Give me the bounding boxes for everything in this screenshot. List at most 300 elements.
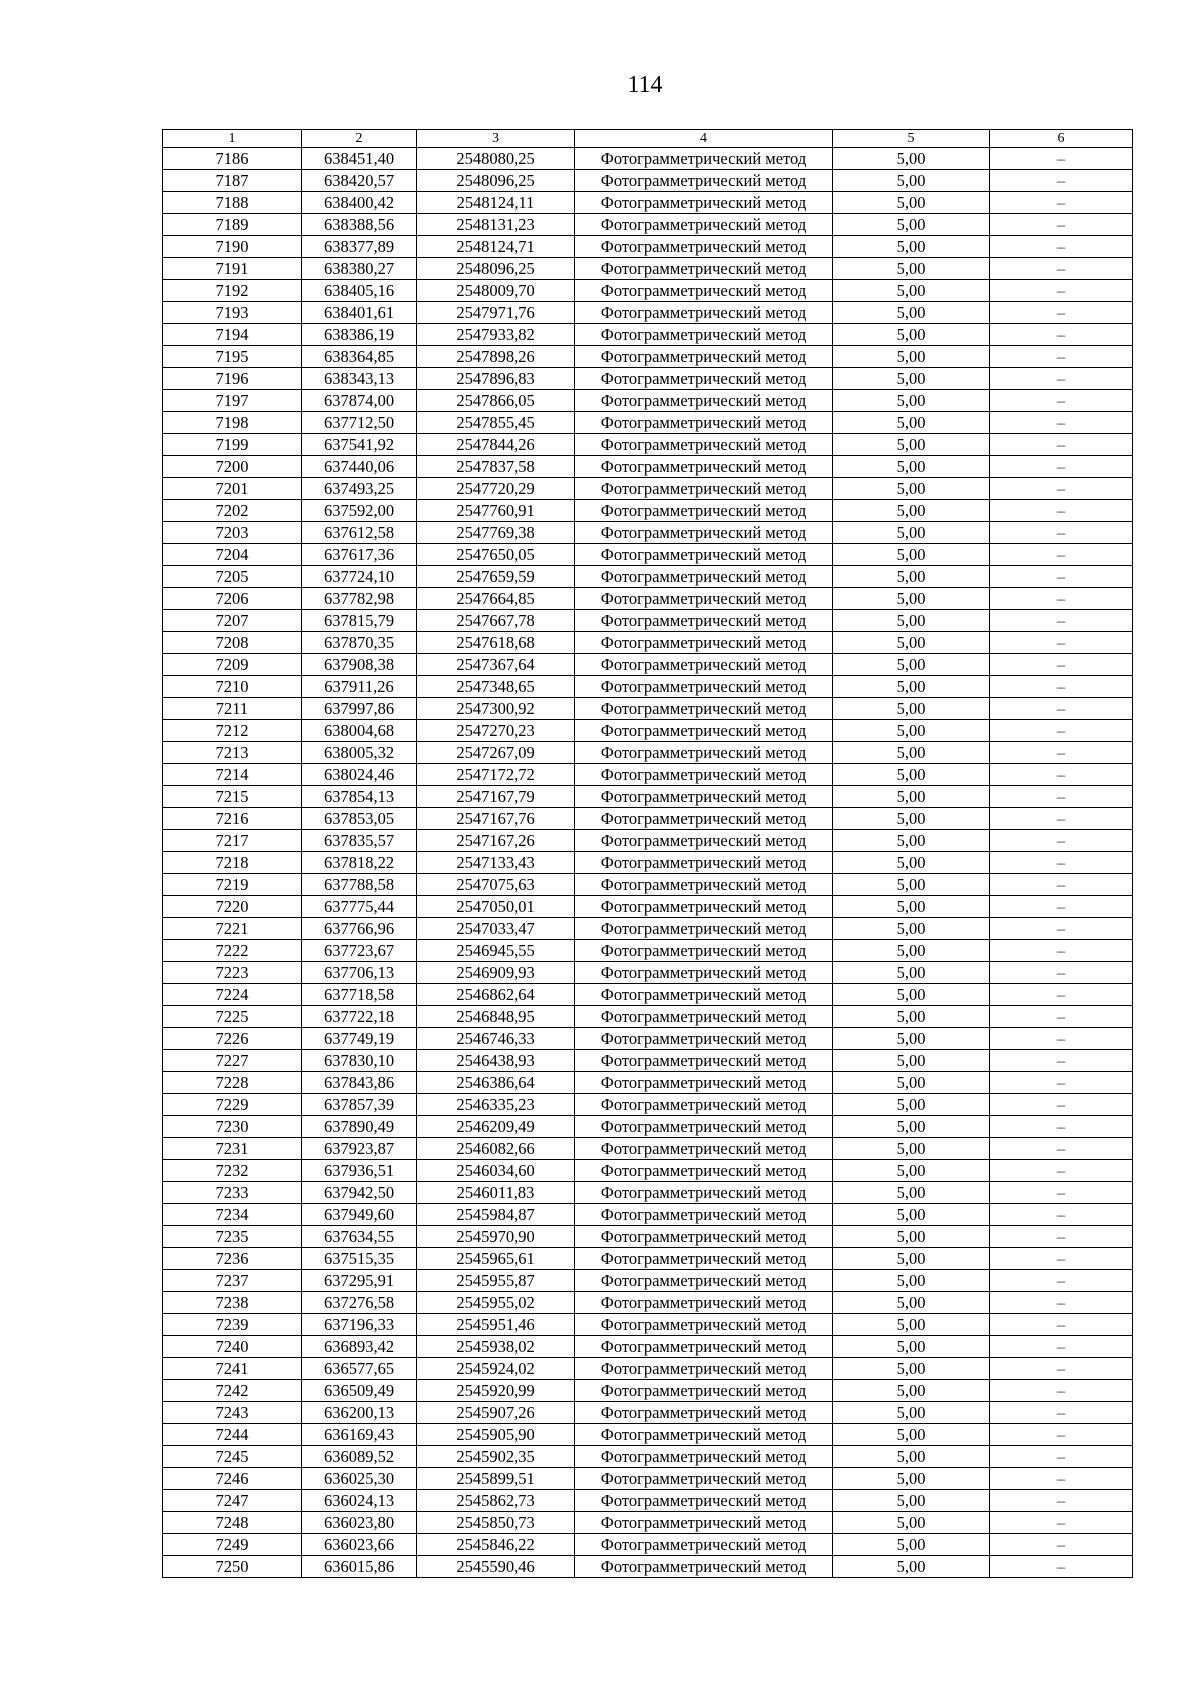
method-cell: Фотограмметрический метод — [575, 786, 833, 808]
method-cell: Фотограмметрический метод — [575, 1314, 833, 1336]
point-number-cell: 7227 — [163, 1050, 302, 1072]
accuracy-cell: 5,00 — [833, 830, 990, 852]
accuracy-cell: 5,00 — [833, 1336, 990, 1358]
method-cell: Фотограмметрический метод — [575, 1402, 833, 1424]
accuracy-cell: 5,00 — [833, 478, 990, 500]
x-coordinate-cell: 637722,18 — [302, 1006, 417, 1028]
accuracy-cell: 5,00 — [833, 698, 990, 720]
note-cell: – — [990, 368, 1133, 390]
point-number-cell: 7239 — [163, 1314, 302, 1336]
method-cell: Фотограмметрический метод — [575, 1226, 833, 1248]
note-cell: – — [990, 940, 1133, 962]
x-coordinate-cell: 637911,26 — [302, 676, 417, 698]
y-coordinate-cell: 2545846,22 — [417, 1534, 575, 1556]
method-cell: Фотограмметрический метод — [575, 676, 833, 698]
note-cell: – — [990, 1182, 1133, 1204]
method-cell: Фотограмметрический метод — [575, 478, 833, 500]
method-cell: Фотограмметрический метод — [575, 1534, 833, 1556]
x-coordinate-cell: 637612,58 — [302, 522, 417, 544]
y-coordinate-cell: 2545965,61 — [417, 1248, 575, 1270]
table-row — [163, 1226, 1133, 1248]
y-coordinate-cell: 2547172,72 — [417, 764, 575, 786]
method-cell: Фотограмметрический метод — [575, 544, 833, 566]
y-coordinate-cell: 2546386,64 — [417, 1072, 575, 1094]
method-cell: Фотограмметрический метод — [575, 280, 833, 302]
accuracy-cell: 5,00 — [833, 1226, 990, 1248]
point-number-cell: 7208 — [163, 632, 302, 654]
x-coordinate-cell: 637936,51 — [302, 1160, 417, 1182]
accuracy-cell: 5,00 — [833, 940, 990, 962]
method-cell: Фотограмметрический метод — [575, 918, 833, 940]
table-row — [163, 808, 1133, 830]
method-cell: Фотограмметрический метод — [575, 1204, 833, 1226]
x-coordinate-cell: 637295,91 — [302, 1270, 417, 1292]
x-coordinate-cell: 636169,43 — [302, 1424, 417, 1446]
note-cell: – — [990, 1226, 1133, 1248]
x-coordinate-cell: 637515,35 — [302, 1248, 417, 1270]
y-coordinate-cell: 2547348,65 — [417, 676, 575, 698]
x-coordinate-cell: 636893,42 — [302, 1336, 417, 1358]
column-header: 1 — [163, 130, 302, 148]
y-coordinate-cell: 2548124,11 — [417, 192, 575, 214]
table-row — [163, 500, 1133, 522]
point-number-cell: 7207 — [163, 610, 302, 632]
y-coordinate-cell: 2547300,92 — [417, 698, 575, 720]
table-row — [163, 412, 1133, 434]
method-cell: Фотограмметрический метод — [575, 1358, 833, 1380]
y-coordinate-cell: 2545938,02 — [417, 1336, 575, 1358]
table-row — [163, 852, 1133, 874]
accuracy-cell: 5,00 — [833, 720, 990, 742]
accuracy-cell: 5,00 — [833, 984, 990, 1006]
page-number: 114 — [627, 72, 663, 98]
table-row — [163, 764, 1133, 786]
point-number-cell: 7233 — [163, 1182, 302, 1204]
point-number-cell: 7232 — [163, 1160, 302, 1182]
accuracy-cell: 5,00 — [833, 1248, 990, 1270]
table-row — [163, 1094, 1133, 1116]
y-coordinate-cell: 2547270,23 — [417, 720, 575, 742]
table-row — [163, 434, 1133, 456]
y-coordinate-cell: 2547167,26 — [417, 830, 575, 852]
accuracy-cell: 5,00 — [833, 632, 990, 654]
method-cell: Фотограмметрический метод — [575, 1006, 833, 1028]
point-number-cell: 7235 — [163, 1226, 302, 1248]
y-coordinate-cell: 2547659,59 — [417, 566, 575, 588]
y-coordinate-cell: 2548009,70 — [417, 280, 575, 302]
accuracy-cell: 5,00 — [833, 874, 990, 896]
table-row — [163, 654, 1133, 676]
table-row — [163, 896, 1133, 918]
method-cell: Фотограмметрический метод — [575, 412, 833, 434]
table-row — [163, 1160, 1133, 1182]
x-coordinate-cell: 637592,00 — [302, 500, 417, 522]
note-cell: – — [990, 324, 1133, 346]
accuracy-cell: 5,00 — [833, 522, 990, 544]
note-cell: – — [990, 742, 1133, 764]
y-coordinate-cell: 2545951,46 — [417, 1314, 575, 1336]
point-number-cell: 7187 — [163, 170, 302, 192]
x-coordinate-cell: 636089,52 — [302, 1446, 417, 1468]
accuracy-cell: 5,00 — [833, 1402, 990, 1424]
point-number-cell: 7188 — [163, 192, 302, 214]
point-number-cell: 7234 — [163, 1204, 302, 1226]
point-number-cell: 7214 — [163, 764, 302, 786]
point-number-cell: 7244 — [163, 1424, 302, 1446]
note-cell: – — [990, 1138, 1133, 1160]
column-number-row — [163, 130, 1133, 148]
method-cell: Фотограмметрический метод — [575, 808, 833, 830]
method-cell: Фотограмметрический метод — [575, 1182, 833, 1204]
x-coordinate-cell: 638380,27 — [302, 258, 417, 280]
x-coordinate-cell: 637493,25 — [302, 478, 417, 500]
accuracy-cell: 5,00 — [833, 346, 990, 368]
x-coordinate-cell: 637617,36 — [302, 544, 417, 566]
x-coordinate-cell: 637749,19 — [302, 1028, 417, 1050]
accuracy-cell: 5,00 — [833, 324, 990, 346]
table-row — [163, 544, 1133, 566]
method-cell: Фотограмметрический метод — [575, 632, 833, 654]
method-cell: Фотограмметрический метод — [575, 1116, 833, 1138]
y-coordinate-cell: 2545862,73 — [417, 1490, 575, 1512]
point-number-cell: 7201 — [163, 478, 302, 500]
y-coordinate-cell: 2546335,23 — [417, 1094, 575, 1116]
point-number-cell: 7224 — [163, 984, 302, 1006]
accuracy-cell: 5,00 — [833, 808, 990, 830]
note-cell: – — [990, 258, 1133, 280]
table-row — [163, 1116, 1133, 1138]
x-coordinate-cell: 637853,05 — [302, 808, 417, 830]
accuracy-cell: 5,00 — [833, 1270, 990, 1292]
table-row — [163, 1314, 1133, 1336]
accuracy-cell: 5,00 — [833, 302, 990, 324]
accuracy-cell: 5,00 — [833, 1204, 990, 1226]
point-number-cell: 7242 — [163, 1380, 302, 1402]
point-number-cell: 7237 — [163, 1270, 302, 1292]
y-coordinate-cell: 2545924,02 — [417, 1358, 575, 1380]
table-row — [163, 1446, 1133, 1468]
y-coordinate-cell: 2546945,55 — [417, 940, 575, 962]
note-cell: – — [990, 544, 1133, 566]
table-row — [163, 984, 1133, 1006]
point-number-cell: 7245 — [163, 1446, 302, 1468]
table-row — [163, 632, 1133, 654]
point-number-cell: 7229 — [163, 1094, 302, 1116]
method-cell: Фотограмметрический метод — [575, 830, 833, 852]
x-coordinate-cell: 637440,06 — [302, 456, 417, 478]
table-row — [163, 346, 1133, 368]
x-coordinate-cell: 637724,10 — [302, 566, 417, 588]
point-number-cell: 7230 — [163, 1116, 302, 1138]
x-coordinate-cell: 637718,58 — [302, 984, 417, 1006]
note-cell: – — [990, 852, 1133, 874]
y-coordinate-cell: 2547866,05 — [417, 390, 575, 412]
x-coordinate-cell: 638386,19 — [302, 324, 417, 346]
method-cell: Фотограмметрический метод — [575, 962, 833, 984]
y-coordinate-cell: 2547167,76 — [417, 808, 575, 830]
x-coordinate-cell: 637830,10 — [302, 1050, 417, 1072]
accuracy-cell: 5,00 — [833, 1292, 990, 1314]
table-row — [163, 1380, 1133, 1402]
note-cell: – — [990, 588, 1133, 610]
table-row — [163, 874, 1133, 896]
x-coordinate-cell: 637634,55 — [302, 1226, 417, 1248]
point-number-cell: 7216 — [163, 808, 302, 830]
note-cell: – — [990, 302, 1133, 324]
method-cell: Фотограмметрический метод — [575, 1468, 833, 1490]
accuracy-cell: 5,00 — [833, 1006, 990, 1028]
note-cell: – — [990, 148, 1133, 170]
y-coordinate-cell: 2547760,91 — [417, 500, 575, 522]
accuracy-cell: 5,00 — [833, 214, 990, 236]
y-coordinate-cell: 2547367,64 — [417, 654, 575, 676]
method-cell: Фотограмметрический метод — [575, 1292, 833, 1314]
y-coordinate-cell: 2546862,64 — [417, 984, 575, 1006]
note-cell: – — [990, 632, 1133, 654]
point-number-cell: 7198 — [163, 412, 302, 434]
x-coordinate-cell: 637923,87 — [302, 1138, 417, 1160]
accuracy-cell: 5,00 — [833, 1116, 990, 1138]
column-header: 2 — [302, 130, 417, 148]
x-coordinate-cell: 637818,22 — [302, 852, 417, 874]
method-cell: Фотограмметрический метод — [575, 1424, 833, 1446]
point-number-cell: 7193 — [163, 302, 302, 324]
point-number-cell: 7223 — [163, 962, 302, 984]
y-coordinate-cell: 2546209,49 — [417, 1116, 575, 1138]
note-cell: – — [990, 1336, 1133, 1358]
y-coordinate-cell: 2546011,83 — [417, 1182, 575, 1204]
x-coordinate-cell: 636200,13 — [302, 1402, 417, 1424]
table-row — [163, 1138, 1133, 1160]
table-row — [163, 918, 1133, 940]
note-cell: – — [990, 1248, 1133, 1270]
accuracy-cell: 5,00 — [833, 434, 990, 456]
x-coordinate-cell: 637723,67 — [302, 940, 417, 962]
accuracy-cell: 5,00 — [833, 654, 990, 676]
y-coordinate-cell: 2547837,58 — [417, 456, 575, 478]
x-coordinate-cell: 638364,85 — [302, 346, 417, 368]
table-row — [163, 566, 1133, 588]
table-row — [163, 1468, 1133, 1490]
x-coordinate-cell: 636509,49 — [302, 1380, 417, 1402]
table-row — [163, 962, 1133, 984]
y-coordinate-cell: 2547844,26 — [417, 434, 575, 456]
y-coordinate-cell: 2548096,25 — [417, 170, 575, 192]
point-number-cell: 7236 — [163, 1248, 302, 1270]
x-coordinate-cell: 637196,33 — [302, 1314, 417, 1336]
method-cell: Фотограмметрический метод — [575, 1160, 833, 1182]
note-cell: – — [990, 390, 1133, 412]
point-number-cell: 7248 — [163, 1512, 302, 1534]
method-cell: Фотограмметрический метод — [575, 500, 833, 522]
table-row — [163, 588, 1133, 610]
accuracy-cell: 5,00 — [833, 1468, 990, 1490]
point-number-cell: 7226 — [163, 1028, 302, 1050]
note-cell: – — [990, 566, 1133, 588]
method-cell: Фотограмметрический метод — [575, 456, 833, 478]
point-number-cell: 7205 — [163, 566, 302, 588]
method-cell: Фотограмметрический метод — [575, 1072, 833, 1094]
method-cell: Фотограмметрический метод — [575, 588, 833, 610]
note-cell: – — [990, 1292, 1133, 1314]
accuracy-cell: 5,00 — [833, 962, 990, 984]
method-cell: Фотограмметрический метод — [575, 1380, 833, 1402]
table-row — [163, 148, 1133, 170]
table-row — [163, 1006, 1133, 1028]
note-cell: – — [990, 236, 1133, 258]
column-header: 4 — [575, 130, 833, 148]
x-coordinate-cell: 637854,13 — [302, 786, 417, 808]
table-row — [163, 1292, 1133, 1314]
point-number-cell: 7189 — [163, 214, 302, 236]
y-coordinate-cell: 2547667,78 — [417, 610, 575, 632]
y-coordinate-cell: 2547033,47 — [417, 918, 575, 940]
method-cell: Фотограмметрический метод — [575, 1556, 833, 1578]
accuracy-cell: 5,00 — [833, 742, 990, 764]
table-row — [163, 1512, 1133, 1534]
y-coordinate-cell: 2545905,90 — [417, 1424, 575, 1446]
accuracy-cell: 5,00 — [833, 1138, 990, 1160]
note-cell: – — [990, 1028, 1133, 1050]
x-coordinate-cell: 638005,32 — [302, 742, 417, 764]
note-cell: – — [990, 698, 1133, 720]
accuracy-cell: 5,00 — [833, 1358, 990, 1380]
accuracy-cell: 5,00 — [833, 456, 990, 478]
table-row — [163, 324, 1133, 346]
note-cell: – — [990, 610, 1133, 632]
method-cell: Фотограмметрический метод — [575, 698, 833, 720]
accuracy-cell: 5,00 — [833, 918, 990, 940]
accuracy-cell: 5,00 — [833, 764, 990, 786]
note-cell: – — [990, 1490, 1133, 1512]
note-cell: – — [990, 1446, 1133, 1468]
accuracy-cell: 5,00 — [833, 1182, 990, 1204]
accuracy-cell: 5,00 — [833, 1424, 990, 1446]
x-coordinate-cell: 638024,46 — [302, 764, 417, 786]
point-number-cell: 7197 — [163, 390, 302, 412]
x-coordinate-cell: 637766,96 — [302, 918, 417, 940]
note-cell: – — [990, 1534, 1133, 1556]
accuracy-cell: 5,00 — [833, 1534, 990, 1556]
method-cell: Фотограмметрический метод — [575, 214, 833, 236]
x-coordinate-cell: 638420,57 — [302, 170, 417, 192]
table-row — [163, 258, 1133, 280]
note-cell: – — [990, 346, 1133, 368]
accuracy-cell: 5,00 — [833, 1072, 990, 1094]
point-number-cell: 7212 — [163, 720, 302, 742]
point-number-cell: 7192 — [163, 280, 302, 302]
note-cell: – — [990, 1314, 1133, 1336]
column-header: 3 — [417, 130, 575, 148]
table-row — [163, 1248, 1133, 1270]
table-row — [163, 940, 1133, 962]
x-coordinate-cell: 637541,92 — [302, 434, 417, 456]
y-coordinate-cell: 2548096,25 — [417, 258, 575, 280]
note-cell: – — [990, 1270, 1133, 1292]
x-coordinate-cell: 637835,57 — [302, 830, 417, 852]
method-cell: Фотограмметрический метод — [575, 654, 833, 676]
accuracy-cell: 5,00 — [833, 1050, 990, 1072]
y-coordinate-cell: 2546034,60 — [417, 1160, 575, 1182]
table-row — [163, 1204, 1133, 1226]
point-number-cell: 7202 — [163, 500, 302, 522]
note-cell: – — [990, 1556, 1133, 1578]
accuracy-cell: 5,00 — [833, 500, 990, 522]
table-row — [163, 236, 1133, 258]
point-number-cell: 7186 — [163, 148, 302, 170]
accuracy-cell: 5,00 — [833, 544, 990, 566]
x-coordinate-cell: 636015,86 — [302, 1556, 417, 1578]
note-cell: – — [990, 1424, 1133, 1446]
y-coordinate-cell: 2547855,45 — [417, 412, 575, 434]
point-number-cell: 7247 — [163, 1490, 302, 1512]
table-row — [163, 698, 1133, 720]
y-coordinate-cell: 2545955,02 — [417, 1292, 575, 1314]
table-row — [163, 1072, 1133, 1094]
accuracy-cell: 5,00 — [833, 280, 990, 302]
y-coordinate-cell: 2546848,95 — [417, 1006, 575, 1028]
note-cell: – — [990, 1468, 1133, 1490]
x-coordinate-cell: 637870,35 — [302, 632, 417, 654]
accuracy-cell: 5,00 — [833, 588, 990, 610]
method-cell: Фотограмметрический метод — [575, 1512, 833, 1534]
method-cell: Фотограмметрический метод — [575, 434, 833, 456]
method-cell: Фотограмметрический метод — [575, 984, 833, 1006]
x-coordinate-cell: 638388,56 — [302, 214, 417, 236]
table-row — [163, 830, 1133, 852]
y-coordinate-cell: 2545899,51 — [417, 1468, 575, 1490]
note-cell: – — [990, 1116, 1133, 1138]
accuracy-cell: 5,00 — [833, 236, 990, 258]
x-coordinate-cell: 636025,30 — [302, 1468, 417, 1490]
accuracy-cell: 5,00 — [833, 896, 990, 918]
note-cell: – — [990, 192, 1133, 214]
x-coordinate-cell: 637908,38 — [302, 654, 417, 676]
y-coordinate-cell: 2547769,38 — [417, 522, 575, 544]
table-body — [163, 148, 1133, 1578]
note-cell: – — [990, 1380, 1133, 1402]
table-row — [163, 522, 1133, 544]
point-number-cell: 7206 — [163, 588, 302, 610]
method-cell: Фотограмметрический метод — [575, 522, 833, 544]
note-cell: – — [990, 1204, 1133, 1226]
x-coordinate-cell: 637942,50 — [302, 1182, 417, 1204]
method-cell: Фотограмметрический метод — [575, 148, 833, 170]
note-cell: – — [990, 1072, 1133, 1094]
note-cell: – — [990, 1160, 1133, 1182]
note-cell: – — [990, 1358, 1133, 1380]
table-row — [163, 1358, 1133, 1380]
table-row — [163, 390, 1133, 412]
x-coordinate-cell: 638405,16 — [302, 280, 417, 302]
x-coordinate-cell: 637276,58 — [302, 1292, 417, 1314]
method-cell: Фотограмметрический метод — [575, 1050, 833, 1072]
note-cell: – — [990, 654, 1133, 676]
point-number-cell: 7241 — [163, 1358, 302, 1380]
y-coordinate-cell: 2547167,79 — [417, 786, 575, 808]
note-cell: – — [990, 1006, 1133, 1028]
y-coordinate-cell: 2548124,71 — [417, 236, 575, 258]
table-row — [163, 1050, 1133, 1072]
point-number-cell: 7210 — [163, 676, 302, 698]
method-cell: Фотограмметрический метод — [575, 874, 833, 896]
note-cell: – — [990, 676, 1133, 698]
y-coordinate-cell: 2547898,26 — [417, 346, 575, 368]
method-cell: Фотограмметрический метод — [575, 566, 833, 588]
y-coordinate-cell: 2547896,83 — [417, 368, 575, 390]
x-coordinate-cell: 637782,98 — [302, 588, 417, 610]
table-row — [163, 478, 1133, 500]
